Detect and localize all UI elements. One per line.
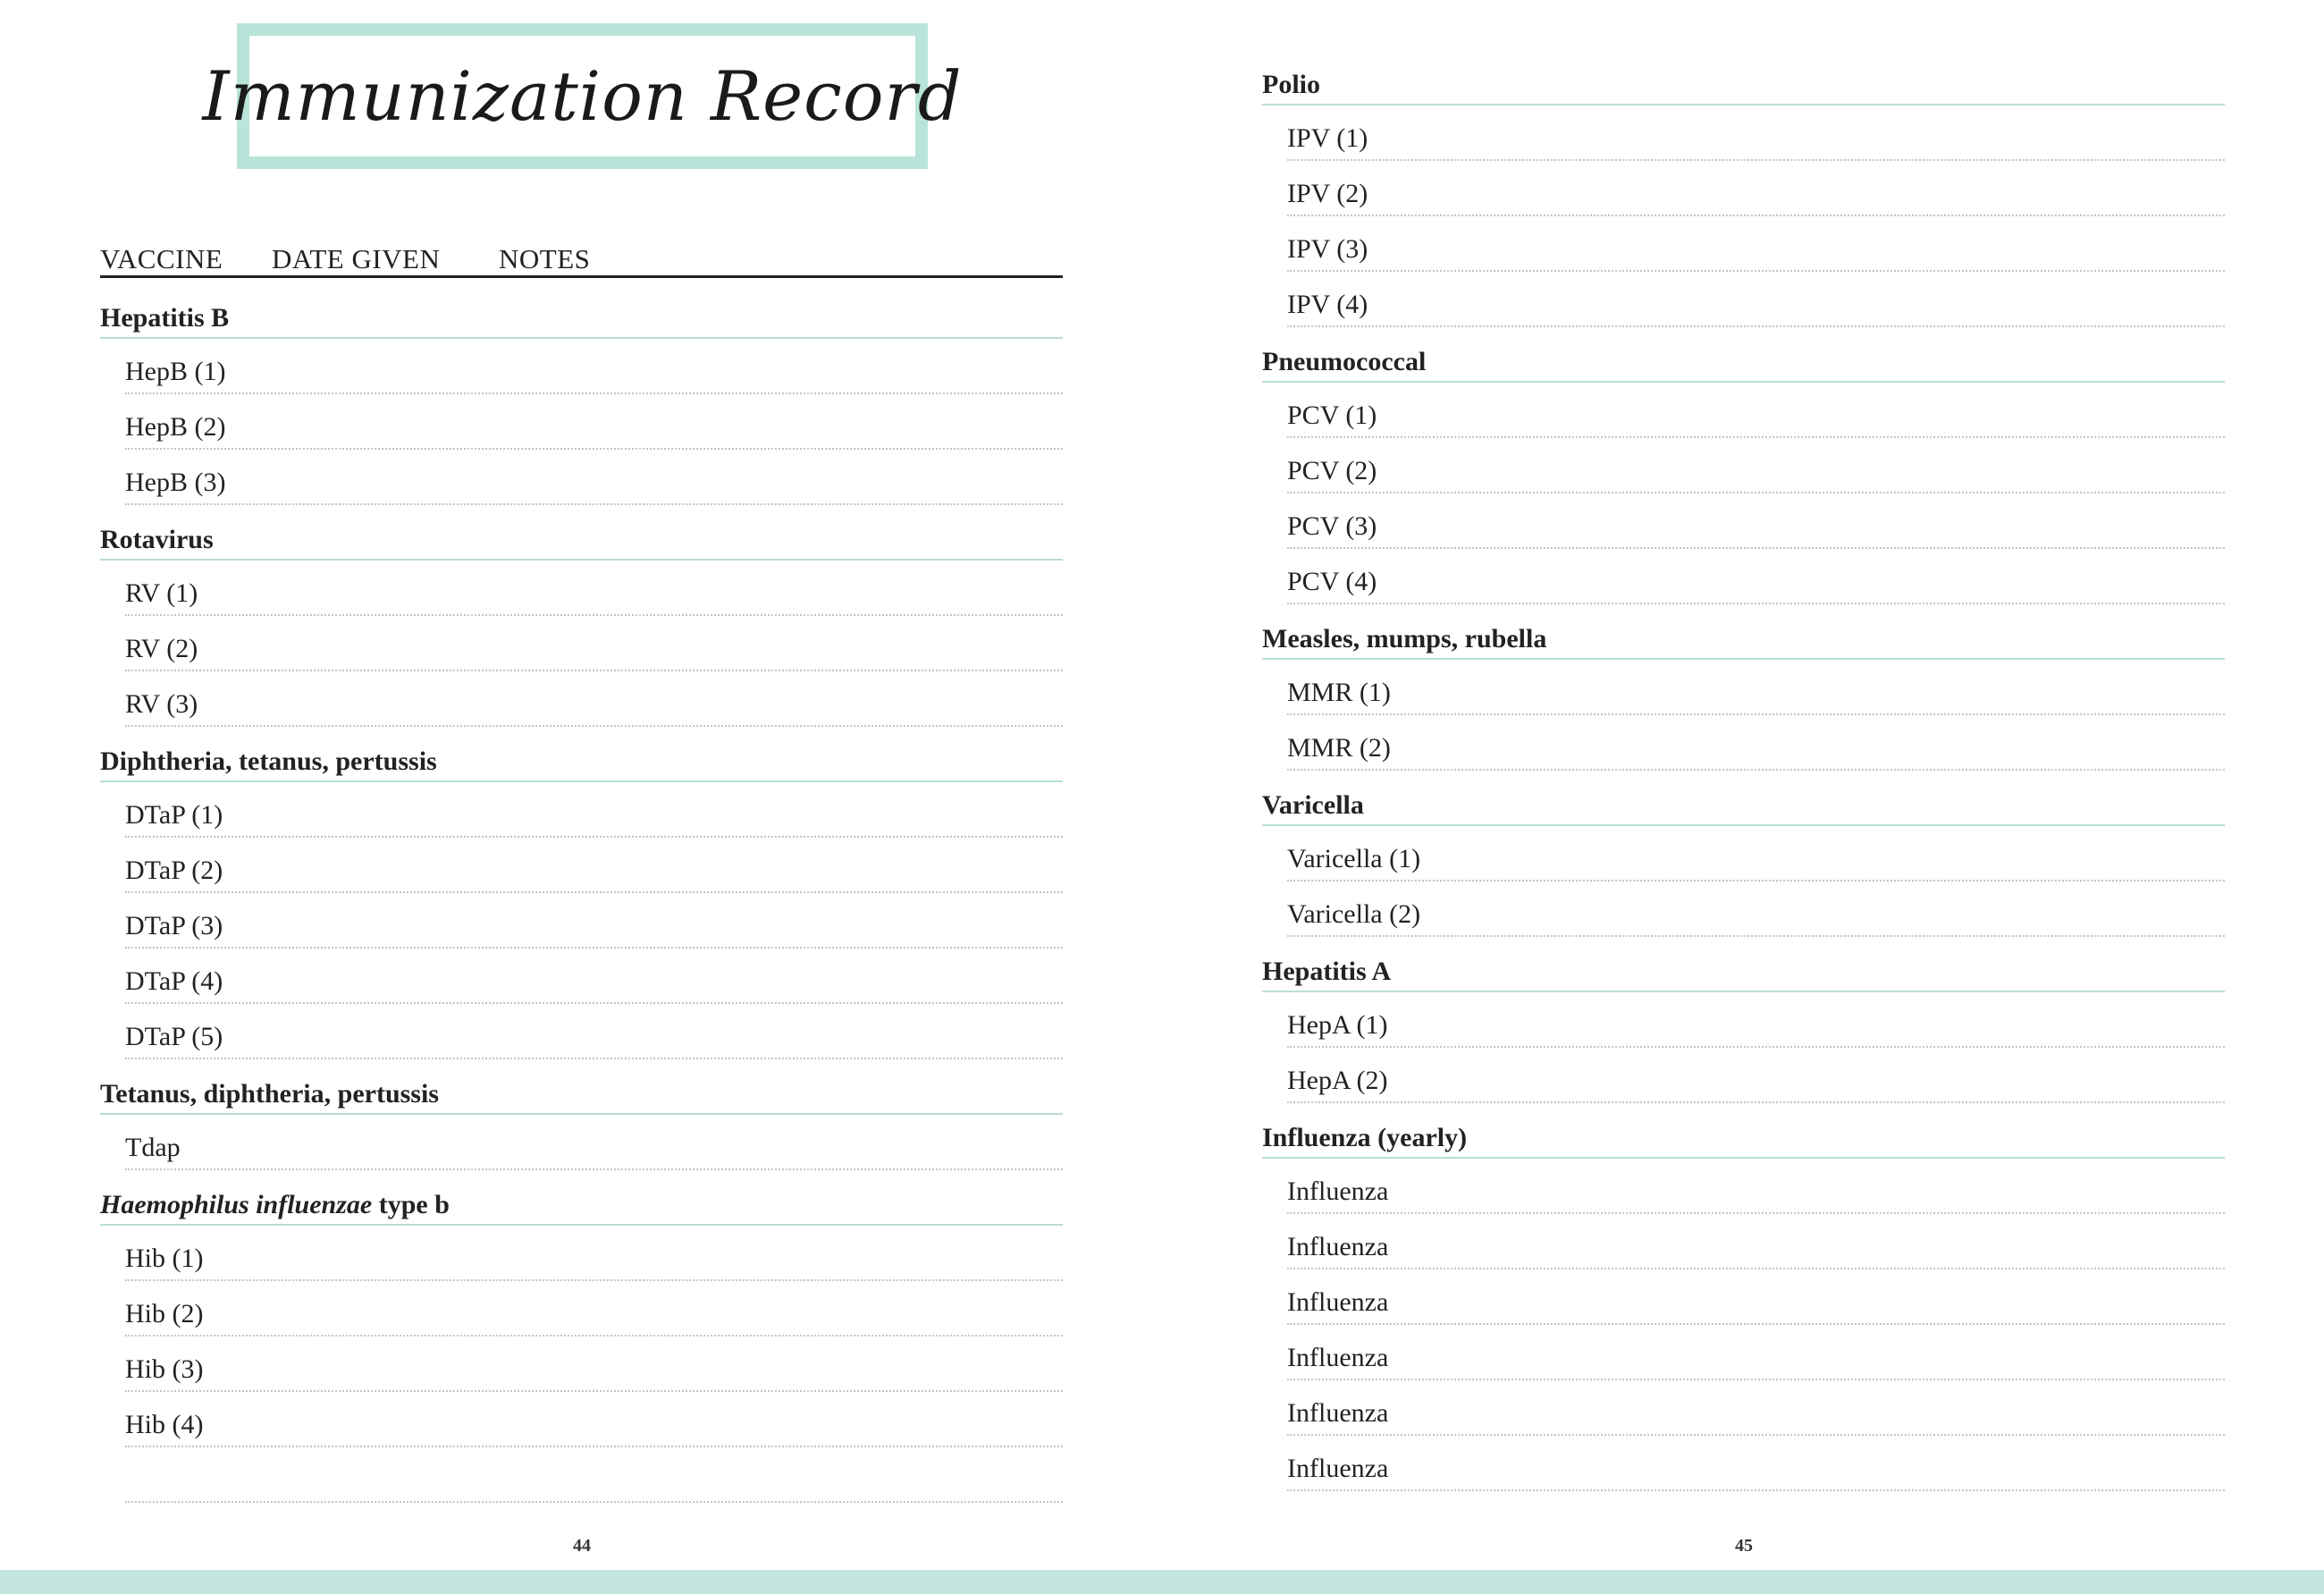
dose-row[interactable]: Hib (2) [125, 1281, 1063, 1337]
dose-row[interactable]: Hib (4) [125, 1392, 1063, 1447]
dose-row[interactable]: IPV (3) [1287, 216, 2225, 272]
column-header-notes: NOTES [499, 243, 591, 274]
column-header-date-given: DATE GIVEN [272, 243, 441, 274]
dose-row[interactable]: HepA (2) [1287, 1048, 2225, 1103]
column-headers [100, 240, 1063, 278]
dose-row[interactable]: IPV (4) [1287, 272, 2225, 327]
bottom-accent-band [0, 1570, 2324, 1594]
dose-row[interactable]: Influenza [1287, 1159, 2225, 1214]
dose-row[interactable]: RV (3) [125, 671, 1063, 727]
page-number: 45 [1735, 1536, 1753, 1556]
dose-row[interactable]: Tdap [125, 1115, 1063, 1170]
dose-row[interactable]: Varicella (2) [1287, 881, 2225, 937]
dose-row[interactable]: HepA (1) [1287, 992, 2225, 1048]
dose-row[interactable]: RV (2) [125, 616, 1063, 671]
section-heading: Varicella [1262, 771, 2225, 826]
section-heading: Pneumococcal [1262, 327, 2225, 383]
dose-row[interactable]: Hib (1) [125, 1226, 1063, 1281]
section-heading: Tetanus, diphtheria, pertussis [100, 1059, 1063, 1115]
dose-row[interactable]: IPV (2) [1287, 161, 2225, 216]
dose-row[interactable]: DTaP (2) [125, 838, 1063, 893]
dose-row[interactable]: Influenza [1287, 1436, 2225, 1491]
dose-row[interactable]: DTaP (5) [125, 1004, 1063, 1059]
section-heading: Measles, mumps, rubella [1262, 604, 2225, 660]
dose-row[interactable]: DTaP (4) [125, 949, 1063, 1004]
left-vaccine-list [100, 283, 1063, 1503]
dose-row[interactable]: Influenza [1287, 1214, 2225, 1269]
page-title: Immunization Record [202, 56, 963, 136]
section-heading: Diphtheria, tetanus, pertussis [100, 727, 1063, 782]
dose-row[interactable]: MMR (1) [1287, 660, 2225, 715]
dose-row[interactable]: RV (1) [125, 561, 1063, 616]
title-frame [202, 23, 963, 169]
section-heading: Haemophilus influenzae type b [100, 1170, 1063, 1226]
dose-row[interactable]: DTaP (3) [125, 893, 1063, 949]
dose-row[interactable]: Influenza [1287, 1269, 2225, 1325]
section-heading: Polio [1262, 50, 2225, 105]
column-header-vaccine: VACCINE [100, 243, 223, 274]
right-page [1162, 0, 2324, 1594]
dose-row[interactable]: MMR (2) [1287, 715, 2225, 771]
right-vaccine-list [1262, 50, 2225, 1491]
dose-row[interactable]: Hib (3) [125, 1337, 1063, 1392]
dose-row[interactable]: HepB (1) [125, 339, 1063, 394]
blank-row[interactable] [125, 1447, 1063, 1503]
section-heading: Hepatitis A [1262, 937, 2225, 992]
section-heading: Rotavirus [100, 505, 1063, 561]
section-heading: Hepatitis B [100, 283, 1063, 339]
page-number: 44 [573, 1536, 591, 1556]
dose-row[interactable]: HepB (3) [125, 450, 1063, 505]
dose-row[interactable]: Varicella (1) [1287, 826, 2225, 881]
dose-row[interactable]: PCV (1) [1287, 383, 2225, 438]
dose-row[interactable]: PCV (3) [1287, 493, 2225, 549]
dose-row[interactable]: PCV (4) [1287, 549, 2225, 604]
dose-row[interactable]: HepB (2) [125, 394, 1063, 450]
dose-row[interactable]: IPV (1) [1287, 105, 2225, 161]
dose-row[interactable]: Influenza [1287, 1325, 2225, 1380]
dose-row[interactable]: DTaP (1) [125, 782, 1063, 838]
dose-row[interactable]: PCV (2) [1287, 438, 2225, 493]
dose-row[interactable]: Influenza [1287, 1380, 2225, 1436]
section-heading: Influenza (yearly) [1262, 1103, 2225, 1159]
